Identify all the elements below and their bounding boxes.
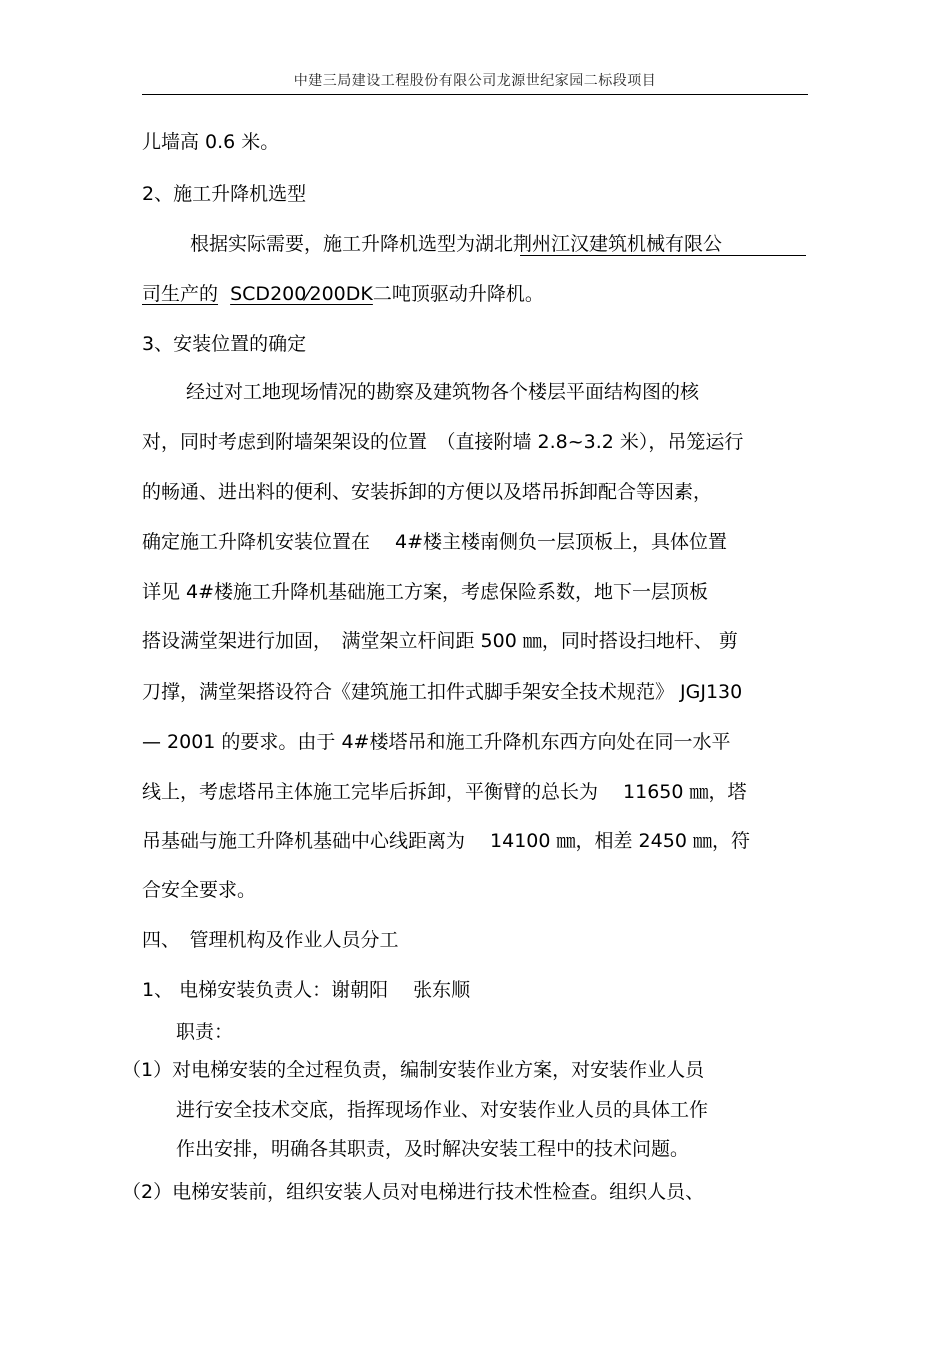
- text-line: 搭设满堂架进行加固， 满堂架立杆间距 500 ㎜，同时搭设扫地杆、 剪: [142, 630, 738, 652]
- text-line: 职责：: [176, 1021, 234, 1043]
- section-heading: 四、 管理机构及作业人员分工: [142, 929, 399, 951]
- text-line: 吊基础与施工升降机基础中心线距离为 14100 ㎜，相差 2450 ㎜，符: [142, 830, 750, 852]
- list-item: （1）对电梯安装的全过程负责，编制安装作业方案，对安装作业人员: [122, 1059, 705, 1081]
- text-line: — 2001 的要求。由于 4#楼塔吊和施工升降机东西方向处在同一水平: [142, 731, 731, 753]
- text-line: 合安全要求。: [142, 879, 257, 901]
- text-line: 刀撑，满堂架搭设符合《建筑施工扣件式脚手架安全技术规范》 JGJ130: [142, 681, 743, 703]
- section-heading: 3、安装位置的确定: [142, 333, 307, 355]
- section-heading: 2、施工升降机选型: [142, 183, 307, 205]
- text-line: 对，同时考虑到附墙架架设的位置 （直接附墙 2.8~3.2 米），吊笼运行: [142, 431, 744, 453]
- subheading: 1、 电梯安装负责人：谢朝阳 张东顺: [142, 979, 471, 1001]
- text-line: 详见 4#楼施工升降机基础施工方案，考虑保险系数，地下一层顶板: [142, 581, 709, 603]
- text-line: [142, 282, 544, 306]
- text-line: 经过对工地现场情况的勘察及建筑物各个楼层平面结构图的核: [186, 381, 700, 403]
- text-line: 儿墙高 0.6 米。: [142, 131, 280, 153]
- model-number: SCD200⁄200DK: [230, 283, 373, 305]
- header-rule: [142, 94, 808, 95]
- text-span: 司生产的: [142, 283, 219, 305]
- text-line: 线上，考虑塔吊主体施工完毕后拆卸，平衡臂的总长为 11650 ㎜，塔: [142, 781, 747, 803]
- text-line: 作出安排，明确各其职责，及时解决安装工程中的技术问题。: [176, 1138, 690, 1160]
- text-line: 确定施工升降机安装位置在 4#楼主楼南侧负一层顶板上，具体位置: [142, 531, 728, 553]
- text-span: 二吨顶驱动升降机。: [372, 283, 544, 305]
- text-line: 的畅通、进出料的便利、安装拆卸的方便以及塔吊拆卸配合等因素，: [142, 481, 713, 503]
- underline: [520, 255, 806, 256]
- text-line: 根据实际需要，施工升降机选型为湖北荆州江汉建筑机械有限公: [190, 233, 723, 255]
- text-line: 进行安全技术交底，指挥现场作业、对安装作业人员的具体工作: [176, 1099, 709, 1121]
- page-header: 中建三局建设工程股份有限公司龙源世纪家园二标段项目: [293, 73, 657, 89]
- list-item: （2）电梯安装前，组织安装人员对电梯进行技术性检查。组织人员、: [122, 1181, 705, 1203]
